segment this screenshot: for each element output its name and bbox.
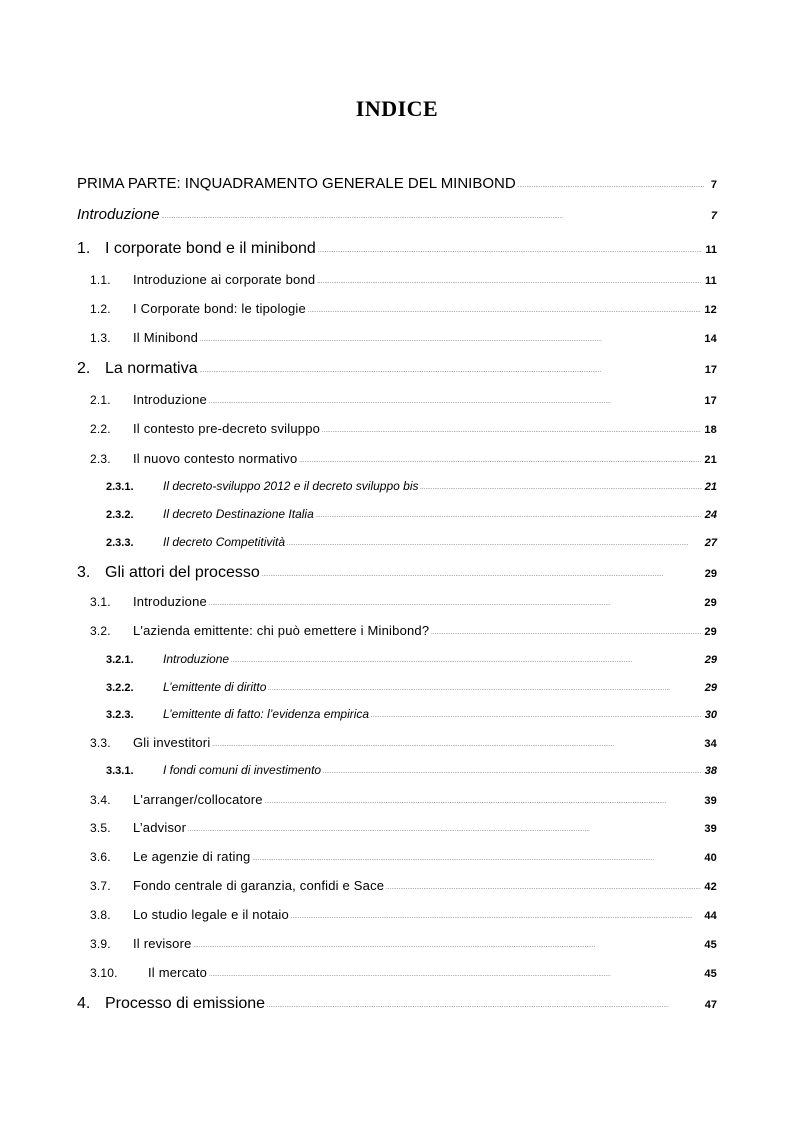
toc-entry-page: 27 [704,537,717,549]
toc-entry[interactable] [77,175,717,192]
toc-entry-page: 18 [704,424,717,436]
toc-entry-label: Lo studio legale e il notaio [133,907,289,922]
toc-entry[interactable] [77,240,717,258]
page-title: INDICE [355,96,439,121]
toc-entry-number: 3.5. [90,821,111,835]
toc-entry-page: 29 [704,682,717,694]
toc-entry-number: 2.2. [90,422,111,436]
toc-entry-page: 21 [704,481,717,493]
dot-leader [299,458,701,464]
toc-entry-page: 45 [704,939,717,951]
toc-entry-page: 29 [704,654,717,666]
toc-entry[interactable] [90,965,717,980]
toc-entry-label: Il contesto pre-decreto sviluppo [133,421,321,436]
toc-entry-label: Fondo centrale di garanzia, confidi e Sace [133,878,385,893]
toc-entry-number: 3.2.3. [106,709,134,721]
toc-entry-number: 2. [77,360,91,377]
toc-entry-number: 1.2. [90,302,111,316]
toc-entry-label: L'azienda emittente: chi può emettere i Minibond? [133,623,430,638]
toc-entry-label: Il Minibond [133,330,199,345]
toc-entry[interactable] [90,392,717,407]
toc-entry-page: 17 [704,364,717,376]
dot-leader [386,885,701,891]
toc-entry[interactable] [77,360,717,378]
toc-entry[interactable] [90,451,717,466]
toc-entry-number: 3.1. [90,595,111,609]
toc-entry-page: 29 [704,568,717,580]
toc-entry-page: 39 [704,795,717,807]
toc-entry-label: Gli attori del processo [105,564,260,581]
toc-entry-number: 3.3.1. [106,765,134,777]
toc-entry-page: 42 [704,881,717,893]
toc-entry[interactable] [90,301,717,316]
dot-leader [212,742,701,748]
toc-entry-number: 2.3.1. [106,481,134,493]
toc-entry[interactable] [106,535,717,549]
dot-leader [231,658,702,664]
toc-entry-label: Il decreto Competitività [163,535,286,549]
toc-entry-number: 3.2. [90,624,111,638]
toc-entry-page: 34 [704,738,717,750]
toc-entry[interactable] [90,421,717,436]
dot-leader [291,914,701,920]
toc-entry-number: 3. [77,564,91,581]
toc-entry[interactable] [90,878,717,893]
toc-entry-label: L’emittente di diritto [163,680,267,694]
toc-entry[interactable] [106,763,717,777]
toc-entry-label: I fondi comuni di investimento [163,763,322,777]
toc-entry-page: 29 [704,597,717,609]
toc-entry-page: 24 [704,509,717,521]
toc-entry-number: 3.8. [90,908,111,922]
toc-entry-number: 2.3. [90,452,111,466]
toc-entry-label: Il revisore [133,936,192,951]
toc-entry-number: 3.6. [90,850,111,864]
toc-entry-page: 12 [704,304,717,316]
toc-entry-label: I Corporate bond: le tipologie [133,301,306,316]
toc-entry-label: Gli investitori [133,735,211,750]
toc-entry-label: L'arranger/collocatore [133,792,263,807]
toc-entry-page: 30 [704,709,717,721]
toc-entry-number: 3.10. [90,966,118,980]
dot-leader [209,399,701,405]
toc-entry-number: 1. [77,240,91,257]
toc-entry-page: 17 [704,395,717,407]
dot-leader [200,368,702,374]
toc-entry-label: Introduzione ai corporate bond [133,272,316,287]
toc-entry-label: Introduzione [133,392,207,407]
dot-leader [317,279,702,285]
toc-entry-number: 3.4. [90,793,111,807]
dot-leader [323,769,702,775]
dot-leader [200,337,701,343]
toc-entry[interactable] [90,849,717,864]
dot-leader [268,686,701,692]
dot-leader [316,513,702,519]
toc-entry-page: 14 [704,333,717,345]
toc-entry[interactable] [77,995,717,1013]
toc-entry[interactable] [90,594,717,609]
toc-entry-page: 38 [704,765,717,777]
dot-leader [431,630,701,636]
dot-leader [322,428,701,434]
toc-entry[interactable] [90,330,717,345]
dot-leader [518,183,704,189]
toc-entry-label: L’advisor [133,820,187,835]
toc-entry-label: Introduzione [77,206,160,223]
toc-entry-number: 2.3.2. [106,509,134,521]
toc-entry-page: 11 [704,275,717,287]
toc-entry[interactable] [106,507,717,521]
toc-entry-page: 7 [710,179,717,191]
toc-entry-label: Il decreto-sviluppo 2012 e il decreto sviluppo bis [163,479,419,493]
dot-leader [162,214,704,220]
toc-entry-number: 1.1. [90,273,111,287]
toc-entry-number: 1.3. [90,331,111,345]
toc-entry-label: L’emittente di fatto: l’evidenza empirica [163,707,370,721]
dot-leader [262,572,702,578]
toc-entry[interactable] [77,564,717,582]
dot-leader [287,541,702,547]
toc-entry[interactable] [90,735,717,750]
dot-leader [188,827,701,833]
dot-leader [318,248,703,254]
toc-entry[interactable] [90,623,717,638]
toc-entry[interactable] [77,206,717,223]
toc-entry-label: PRIMA PARTE: INQUADRAMENTO GENERALE DEL MINIBOND [77,175,516,192]
toc-entry-page: 45 [704,968,717,980]
toc-entry[interactable] [90,272,717,287]
toc-entry-number: 3.2.1. [106,654,134,666]
toc-entry-label: Il decreto Destinazione Italia [163,507,314,521]
dot-leader [194,943,702,949]
dot-leader [209,601,701,607]
dot-leader [308,308,701,314]
toc-entry-page: 21 [704,454,717,466]
toc-entry-page: 47 [704,999,717,1011]
toc-entry[interactable] [106,707,717,721]
toc-entry-page: 11 [705,244,717,256]
toc-entry[interactable] [106,479,717,493]
toc-entry-label: I corporate bond e il minibond [105,240,316,257]
toc-entry-number: 3.3. [90,736,111,750]
toc-entry-page: 44 [704,910,717,922]
toc-entry-label: Processo di emissione [105,995,266,1012]
toc-entry-page: 7 [710,210,717,222]
toc-entry[interactable] [90,936,717,951]
toc-entry-label: Le agenzie di rating [133,849,251,864]
toc-entry-label: Il mercato [148,965,208,980]
dot-leader [265,799,702,805]
toc-entry-label: Il nuovo contesto normativo [133,451,298,466]
toc-entry-number: 2.1. [90,393,111,407]
toc-entry-page: 40 [704,852,717,864]
toc-entry[interactable] [106,652,717,666]
toc-entry-number: 3.2.2. [106,682,134,694]
toc-entry-label: La normativa [105,360,198,377]
toc-entry-number: 3.7. [90,879,111,893]
toc-entry-number: 4. [77,995,91,1012]
toc-entry-number: 3.9. [90,937,111,951]
dot-leader [252,856,701,862]
dot-leader [420,485,701,491]
dot-leader [209,972,701,978]
dot-leader [371,713,702,719]
toc-entry-page: 39 [704,823,717,835]
dot-leader [267,1003,702,1009]
toc-entry[interactable] [90,820,717,835]
toc-entry-page: 29 [704,626,717,638]
toc-entry-label: Introduzione [163,652,230,666]
toc-entry-label: Introduzione [133,594,207,609]
toc-entry[interactable] [90,907,717,922]
toc-entry-number: 2.3.3. [106,537,134,549]
toc-entry[interactable] [90,792,717,807]
toc-entry[interactable] [106,680,717,694]
